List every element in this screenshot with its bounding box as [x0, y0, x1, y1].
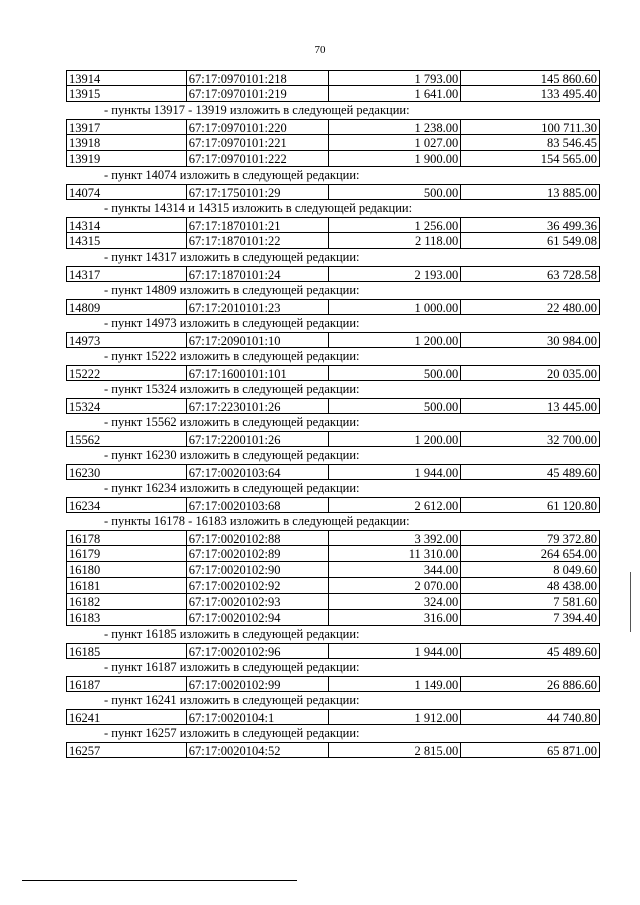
cadastral-number-cell: 67:17:0970101:219 [187, 86, 329, 101]
item-number-cell: 15562 [67, 432, 187, 446]
table-row [66, 217, 600, 233]
area-cell: 316.00 [329, 610, 462, 625]
item-number-cell: 14809 [67, 300, 187, 314]
cadastral-number-cell: 67:17:2090101:10 [187, 333, 329, 347]
area-cell: 1 027.00 [329, 135, 462, 150]
amendment-heading: - пункт 15562 изложить в следующей редакции: [104, 415, 360, 429]
amendment-heading: - пункты 14314 и 14315 изложить в следующей редакции: [104, 201, 413, 215]
cadastral-number-cell: 67:17:1600101:101 [187, 366, 329, 380]
cadastral-number-cell: 67:17:0020102:93 [187, 594, 329, 609]
amendment-heading: - пункт 14317 изложить в следующей редакции: [104, 250, 360, 264]
item-number-cell: 13915 [67, 86, 187, 101]
table-row [66, 184, 600, 200]
area-cell: 500.00 [329, 399, 462, 413]
value-cell: 20 035.00 [461, 366, 600, 380]
value-cell: 61 120.80 [461, 498, 600, 512]
table-row [66, 562, 600, 578]
value-cell: 45 489.60 [461, 465, 600, 479]
amendment-heading: - пункт 16234 изложить в следующей редакции: [104, 481, 360, 495]
table-row [66, 299, 600, 315]
value-cell: 30 984.00 [461, 333, 600, 347]
item-number-cell: 15222 [67, 366, 187, 380]
amendment-heading: - пункт 16187 изложить в следующей редакции: [104, 660, 360, 674]
amendment-heading: - пункт 14074 изложить в следующей редакции: [104, 168, 360, 182]
value-cell: 13 885.00 [461, 185, 600, 199]
area-cell: 1 793.00 [329, 71, 462, 85]
area-cell: 500.00 [329, 366, 462, 380]
cadastral-number-cell: 67:17:0020102:94 [187, 610, 329, 625]
item-number-cell: 16179 [67, 546, 187, 561]
area-cell: 11 310.00 [329, 546, 462, 561]
cadastral-number-cell: 67:17:0020102:96 [187, 644, 329, 658]
table-row [66, 546, 600, 562]
amendment-heading: - пункт 16185 изложить в следующей редакции: [104, 627, 360, 641]
area-cell: 500.00 [329, 185, 462, 199]
item-number-cell: 14074 [67, 185, 187, 199]
item-number-cell: 14317 [67, 267, 187, 281]
value-cell: 7 581.60 [461, 594, 600, 609]
page-number: 70 [314, 44, 326, 56]
area-cell: 3 392.00 [329, 531, 462, 545]
item-number-cell: 14315 [67, 233, 187, 248]
table-row [66, 464, 600, 480]
value-cell: 26 886.60 [461, 677, 600, 691]
amendment-heading: - пункт 15222 изложить в следующей редакции: [104, 349, 360, 363]
amendment-heading: - пункт 16241 изложить в следующей редакции: [104, 693, 360, 707]
value-cell: 13 445.00 [461, 399, 600, 413]
area-cell: 1 944.00 [329, 644, 462, 658]
table-row [66, 398, 600, 414]
cadastral-number-cell: 67:17:0020102:89 [187, 546, 329, 561]
table-row [66, 610, 600, 626]
area-cell: 2 070.00 [329, 578, 462, 593]
table-row [66, 578, 600, 594]
table-row [66, 233, 600, 249]
value-cell: 100 711.30 [461, 120, 600, 134]
cadastral-number-cell: 67:17:2230101:26 [187, 399, 329, 413]
amendment-heading: - пункт 16230 изложить в следующей редакции: [104, 448, 360, 462]
area-cell: 2 118.00 [329, 233, 462, 248]
value-cell: 83 546.45 [461, 135, 600, 150]
area-cell: 1 900.00 [329, 151, 462, 166]
area-cell: 1 641.00 [329, 86, 462, 101]
table-row [66, 86, 600, 102]
value-cell: 154 565.00 [461, 151, 600, 166]
cadastral-number-cell: 67:17:0020102:92 [187, 578, 329, 593]
amendment-heading: - пункт 15324 изложить в следующей редакции: [104, 382, 360, 396]
item-number-cell: 16234 [67, 498, 187, 512]
table-row [66, 530, 600, 546]
table-row [66, 151, 600, 167]
table-row [66, 431, 600, 447]
area-cell: 344.00 [329, 562, 462, 577]
table-row [66, 365, 600, 381]
value-cell: 145 860.60 [461, 71, 600, 85]
cadastral-number-cell: 67:17:0020103:68 [187, 498, 329, 512]
area-cell: 2 193.00 [329, 267, 462, 281]
cadastral-number-cell: 67:17:0020102:88 [187, 531, 329, 545]
item-number-cell: 16241 [67, 710, 187, 724]
area-cell: 324.00 [329, 594, 462, 609]
item-number-cell: 13918 [67, 135, 187, 150]
value-cell: 22 480.00 [461, 300, 600, 314]
item-number-cell: 13914 [67, 71, 187, 85]
cadastral-number-cell: 67:17:1870101:22 [187, 233, 329, 248]
item-number-cell: 16187 [67, 677, 187, 691]
cadastral-number-cell: 67:17:0020104:52 [187, 743, 329, 757]
item-number-cell: 16182 [67, 594, 187, 609]
area-cell: 1 912.00 [329, 710, 462, 724]
table-row [66, 676, 600, 692]
item-number-cell: 14314 [67, 218, 187, 232]
item-number-cell: 16180 [67, 562, 187, 577]
cadastral-number-cell: 67:17:0970101:220 [187, 120, 329, 134]
cadastral-number-cell: 67:17:2010101:23 [187, 300, 329, 314]
cadastral-number-cell: 67:17:0970101:218 [187, 71, 329, 85]
amendment-heading: - пункты 13917 - 13919 изложить в следующей редакции: [104, 103, 410, 117]
cadastral-number-cell: 67:17:0970101:222 [187, 151, 329, 166]
cadastral-number-cell: 67:17:0020102:99 [187, 677, 329, 691]
cadastral-number-cell: 67:17:1870101:24 [187, 267, 329, 281]
area-cell: 2 815.00 [329, 743, 462, 757]
value-cell: 7 394.40 [461, 610, 600, 625]
item-number-cell: 16183 [67, 610, 187, 625]
value-cell: 8 049.60 [461, 562, 600, 577]
footer-rule [22, 880, 297, 881]
area-cell: 1 238.00 [329, 120, 462, 134]
amendment-heading: - пункты 16178 - 16183 изложить в следующей редакции: [104, 514, 410, 528]
table-row [66, 497, 600, 513]
cadastral-number-cell: 67:17:1870101:21 [187, 218, 329, 232]
item-number-cell: 14973 [67, 333, 187, 347]
area-cell: 1 200.00 [329, 333, 462, 347]
area-cell: 1 200.00 [329, 432, 462, 446]
cadastral-number-cell: 67:17:1750101:29 [187, 185, 329, 199]
value-cell: 36 499.36 [461, 218, 600, 232]
document-body [66, 70, 600, 758]
item-number-cell: 16178 [67, 531, 187, 545]
amendment-heading: - пункт 14973 изложить в следующей редакции: [104, 316, 360, 330]
value-cell: 48 438.00 [461, 578, 600, 593]
table-row [66, 70, 600, 86]
cadastral-number-cell: 67:17:0020102:90 [187, 562, 329, 577]
item-number-cell: 16181 [67, 578, 187, 593]
amendment-heading: - пункт 16257 изложить в следующей редакции: [104, 726, 360, 740]
item-number-cell: 15324 [67, 399, 187, 413]
area-cell: 1 944.00 [329, 465, 462, 479]
table-row [66, 742, 600, 758]
cadastral-number-cell: 67:17:0020103:64 [187, 465, 329, 479]
value-cell: 61 549.08 [461, 233, 600, 248]
cadastral-number-cell: 67:17:2200101:26 [187, 432, 329, 446]
item-number-cell: 16185 [67, 644, 187, 658]
item-number-cell: 16230 [67, 465, 187, 479]
amendment-heading: - пункт 14809 изложить в следующей редакции: [104, 283, 360, 297]
area-cell: 1 000.00 [329, 300, 462, 314]
item-number-cell: 13917 [67, 120, 187, 134]
area-cell: 1 149.00 [329, 677, 462, 691]
table-row [66, 643, 600, 659]
value-cell: 45 489.60 [461, 644, 600, 658]
value-cell: 32 700.00 [461, 432, 600, 446]
cadastral-number-cell: 67:17:0020104:1 [187, 710, 329, 724]
table-row [66, 135, 600, 151]
item-number-cell: 13919 [67, 151, 187, 166]
table-row [66, 709, 600, 725]
area-cell: 1 256.00 [329, 218, 462, 232]
area-cell: 2 612.00 [329, 498, 462, 512]
table-row [66, 119, 600, 135]
scan-edge-mark [630, 572, 631, 632]
table-row [66, 332, 600, 348]
value-cell: 133 495.40 [461, 86, 600, 101]
table-row [66, 266, 600, 282]
table-row [66, 594, 600, 610]
value-cell: 65 871.00 [461, 743, 600, 757]
value-cell: 264 654.00 [461, 546, 600, 561]
value-cell: 63 728.58 [461, 267, 600, 281]
cadastral-number-cell: 67:17:0970101:221 [187, 135, 329, 150]
item-number-cell: 16257 [67, 743, 187, 757]
value-cell: 79 372.80 [461, 531, 600, 545]
value-cell: 44 740.80 [461, 710, 600, 724]
